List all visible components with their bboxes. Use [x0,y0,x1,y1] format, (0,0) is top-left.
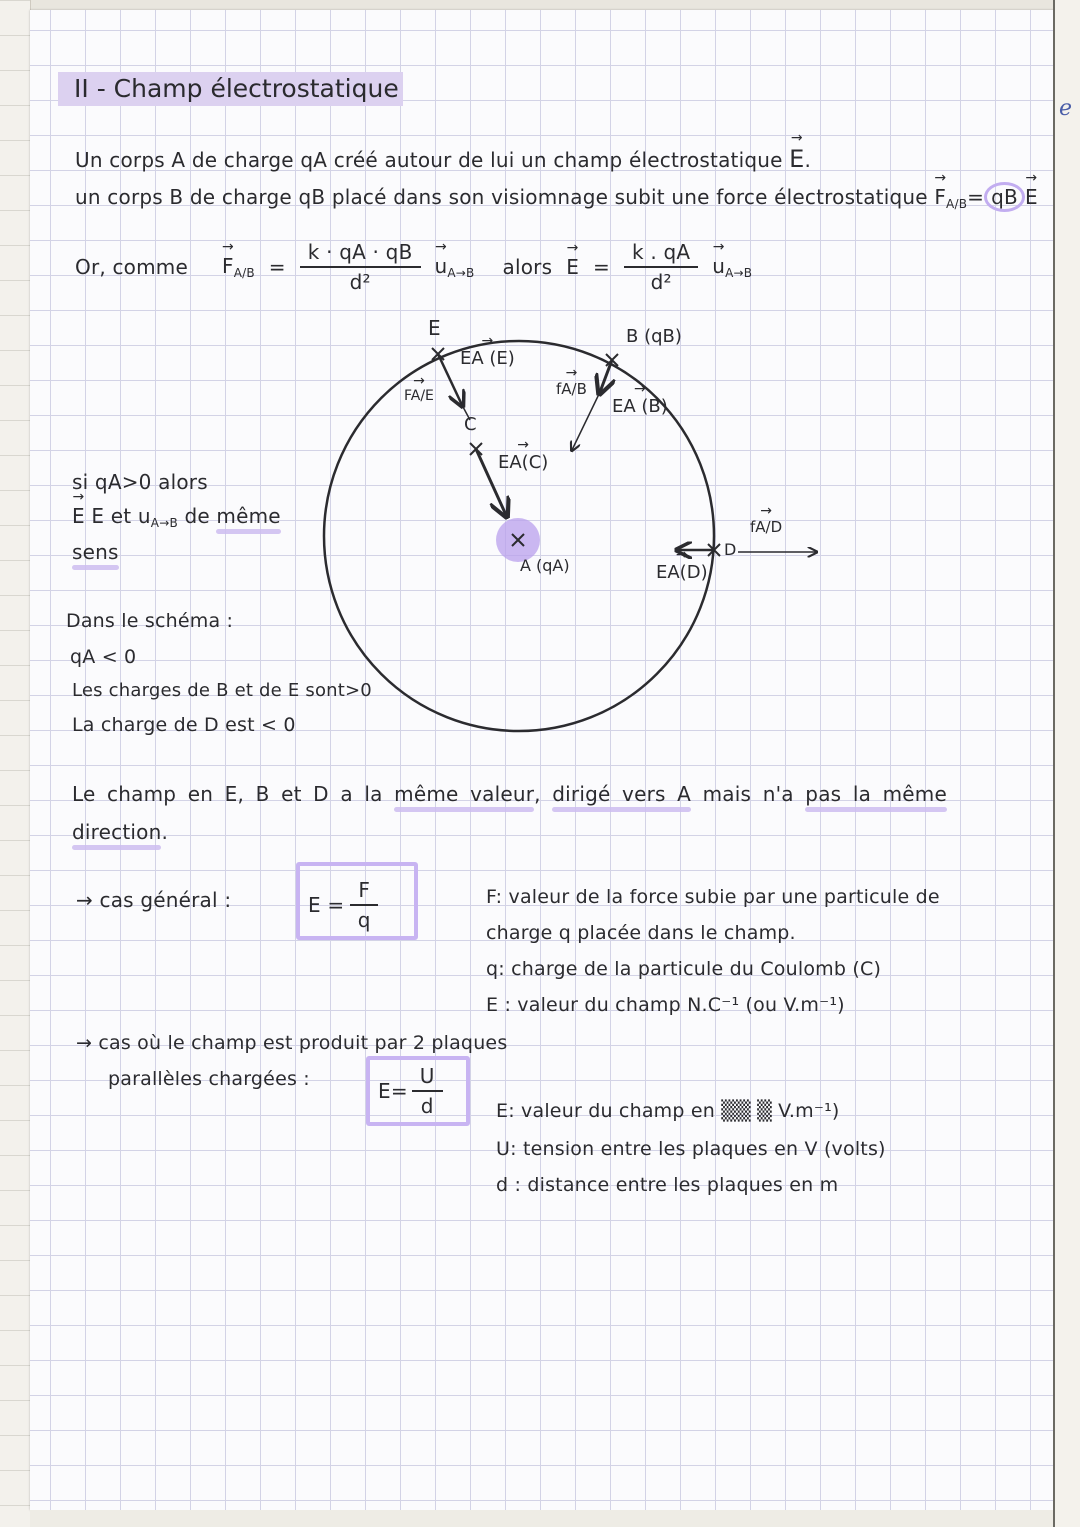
intro-line-1: Un corps A de charge qA créé autour de lui un champ électrostatique → E. [75,145,811,173]
label-e: E [428,316,441,340]
schema-note-qa: qA < 0 [70,646,137,668]
label-ea-e: → EA (E) [460,348,515,369]
schema-note-b-e: Les charges de B et de E sont>0 [72,680,372,701]
margin-letter: e [1058,96,1072,121]
coulomb-formula: Or, comme → $F_{A/B}$ = $\frac{k \cdot qA \cdot qB}{\text{d²}}$ → $u_{A\to B}$ alors → E = $\frac{k . qA}{\text{d²}}$ → $u_{A\to B}$ [75,240,752,294]
label-a: A (qA) [520,556,570,575]
def-force: F: valeur de la force subie par une particule de [486,886,940,908]
summary-line-1: Le champ en E, B et D a la même valeur, dirigé vers A mais n'a pas la même [72,782,947,806]
note-positive-charge-1: si qA>0 alors [72,470,208,494]
vector-ea-e [438,354,462,405]
vector-f-ab [572,392,600,450]
label-b: B (qB) [626,326,682,347]
summary-line-2: direction. [72,820,169,844]
def-charge: q: charge de la particule du Coulomb (C) [486,958,882,980]
note-positive-charge-3: sens [72,540,119,564]
general-formula: E = $\frac{F}{q}$ [308,878,378,932]
circled-qb: qB [984,182,1025,212]
def-plates-voltage: U: tension entre les plaques en V (volts) [496,1138,886,1160]
fraction-field: $\frac{k . qA}{\text{d²}}$ [624,240,698,294]
plates-formula: E= $\frac{U}{d}$ [378,1064,443,1118]
label-f-ae: → FA/E [404,388,434,404]
label-f-ab: → fA/B [556,380,587,398]
def-plates-distance: d : distance entre les plaques en m [496,1174,839,1196]
section-title: II - Champ électrostatique [58,72,403,106]
label-f-ad: → fA/D [750,518,782,536]
def-force-2: charge q placée dans le champ. [486,922,796,944]
label-d: D [724,540,737,559]
general-formula-box [296,862,418,940]
general-case-label: → cas général : [76,888,232,912]
note-positive-charge-2: → E E et $u_{A\to B}$ de même [72,504,281,530]
intro-line-2: un corps B de charge qB placé dans son visiomnage subit une force électrostatique → $F_{A/B}=$ qB → E [75,182,1038,212]
vector-e: → E [789,145,804,173]
label-c: C [464,414,477,435]
def-field-unit: E : valeur du champ N.C⁻¹ (ou V.m⁻¹) [486,994,845,1016]
plates-case-label-1: → cas où le champ est produit par 2 plaques [76,1032,508,1054]
schema-note-title: Dans le schéma : [66,610,234,632]
plates-formula-box [366,1056,470,1126]
vector-f: → F [934,185,946,209]
label-ea-d: → EA(D) [656,562,708,583]
label-ea-b: → EA (B) [612,396,668,417]
schema-note-d: La charge de D est < 0 [72,714,296,736]
vector-e: → E [1025,185,1038,209]
def-plates-field: E: valeur du champ en ▒▒ ▒ V.m⁻¹) [496,1100,840,1122]
label-ea-c: → EA(C) [498,452,548,473]
plates-case-label-2: parallèles chargées : [108,1068,310,1090]
fraction-force: $\frac{k \cdot qA \cdot qB}{\text{d²}}$ [300,240,421,294]
